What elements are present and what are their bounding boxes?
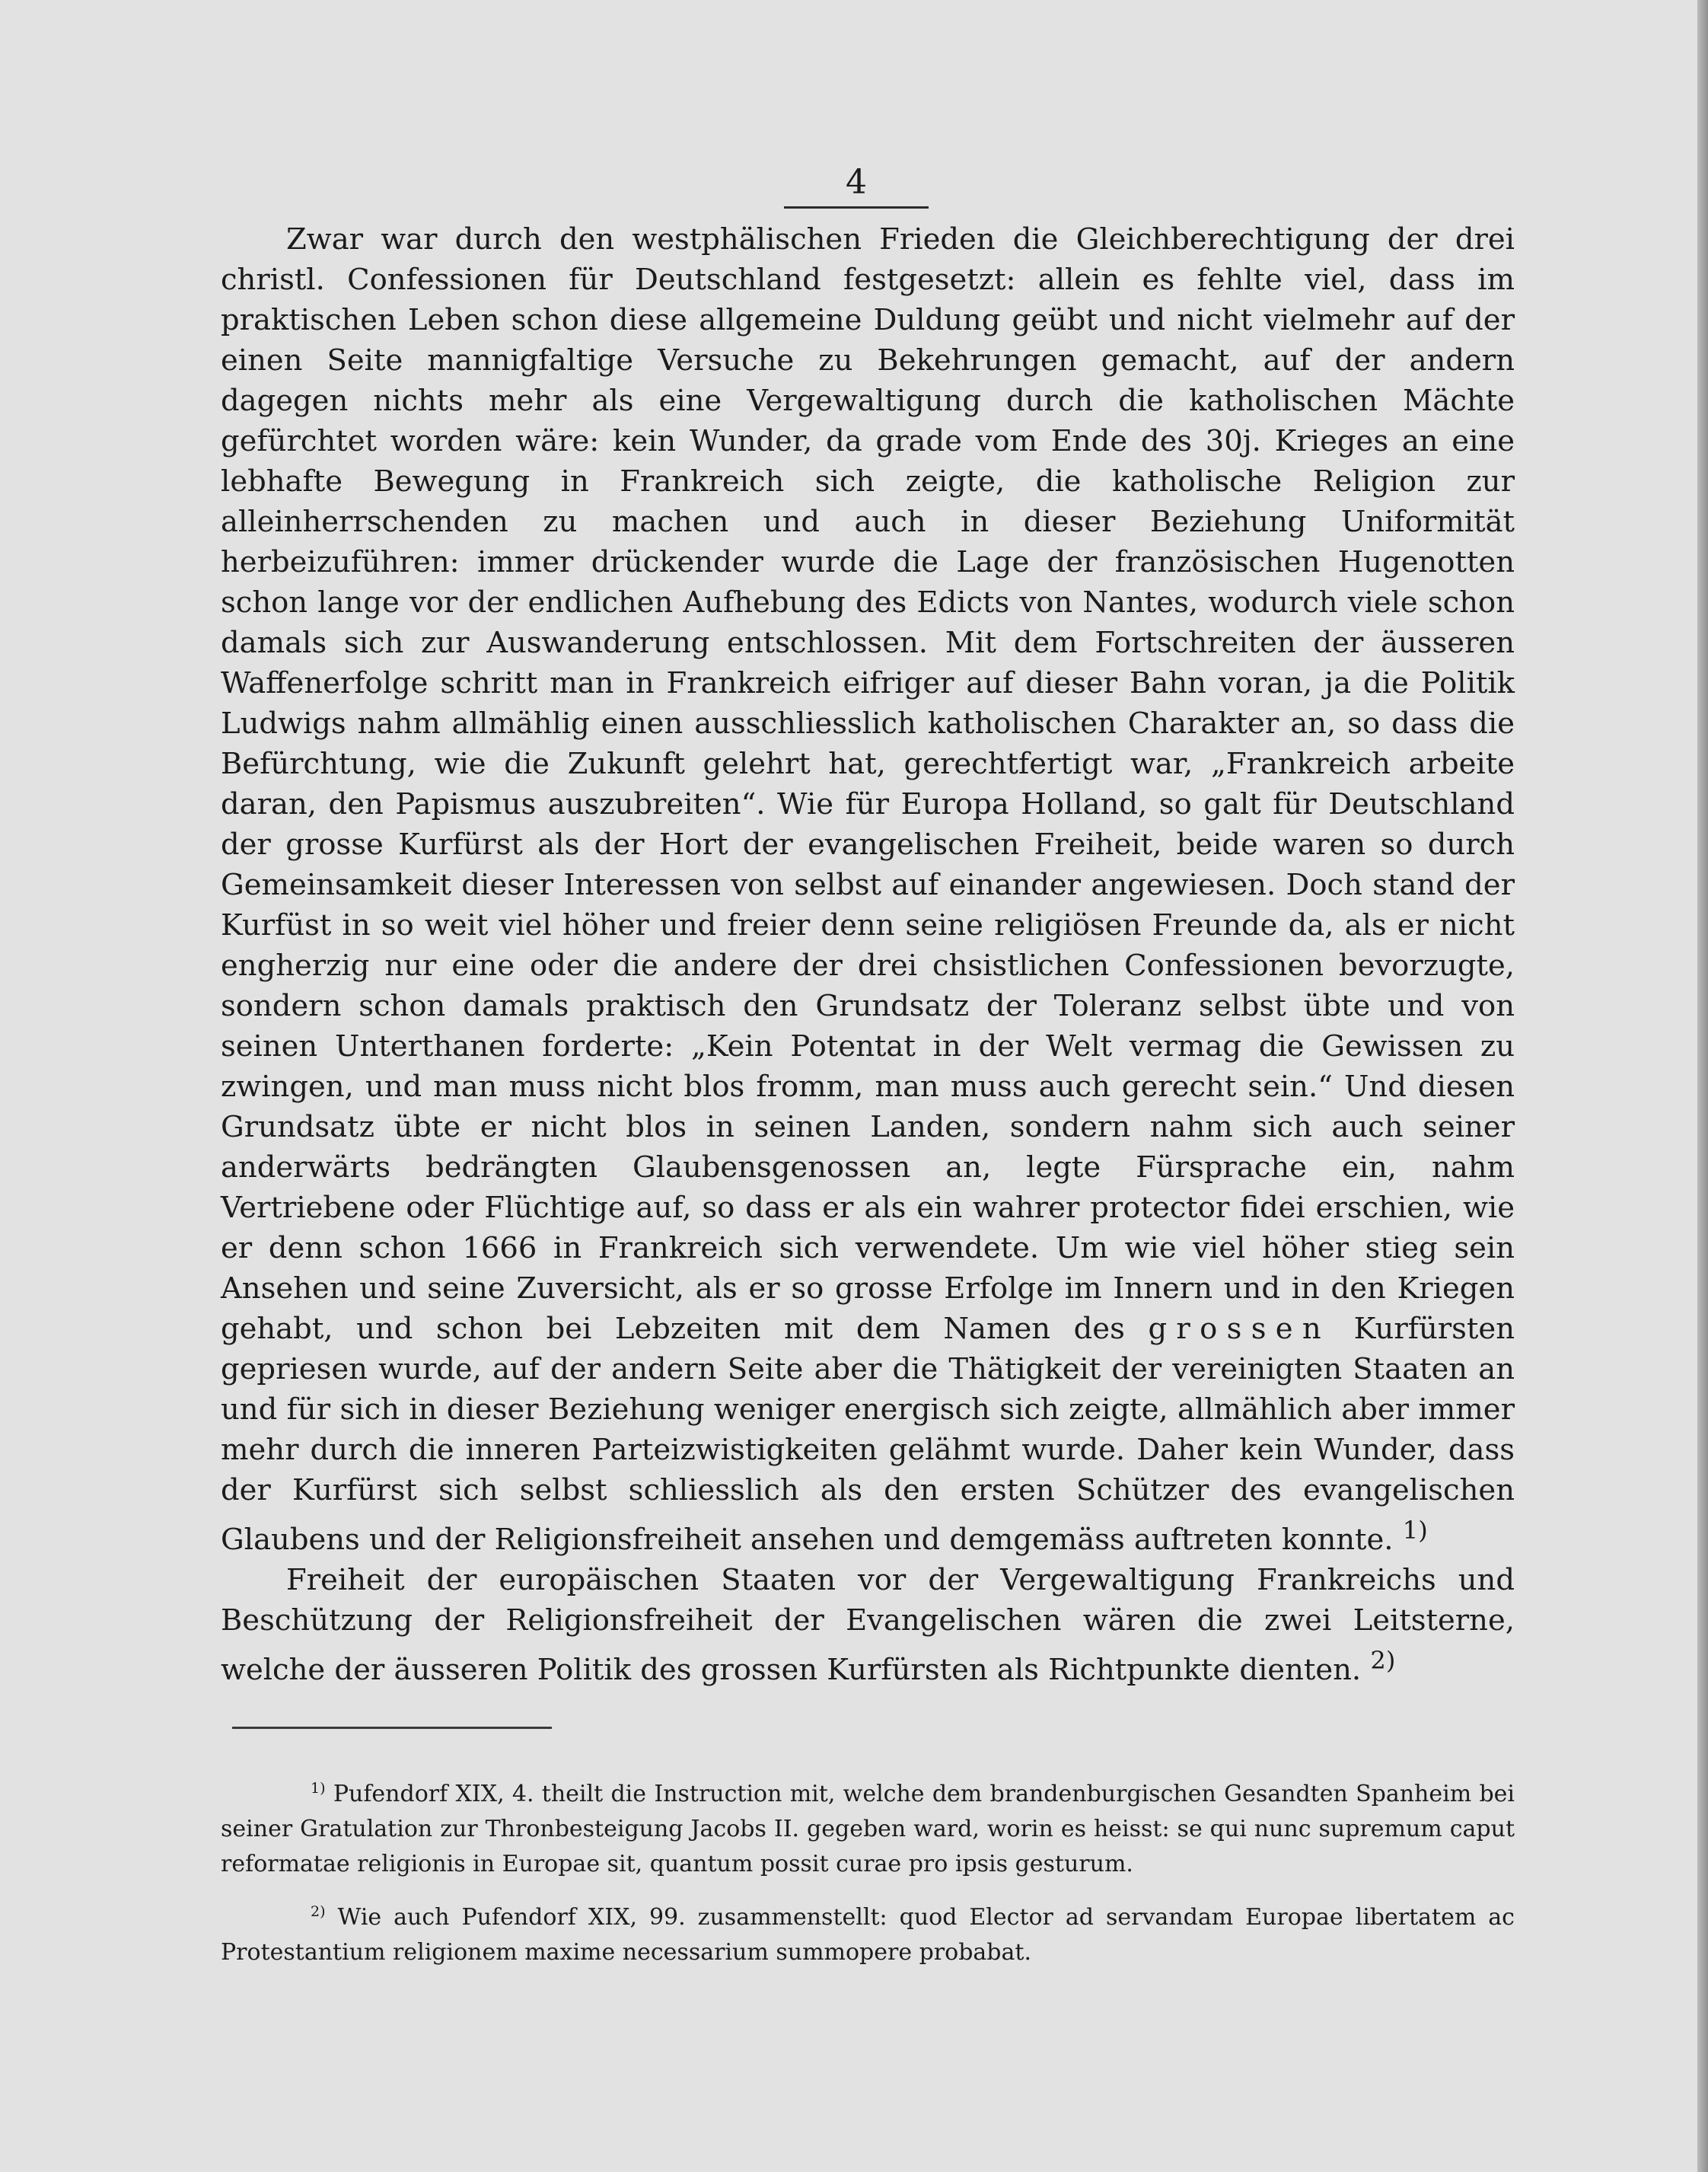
footnote-marker-2: 2) [311,1903,326,1920]
footnote-reference-2: 2) [1370,1645,1396,1675]
page-number: 4 [846,163,867,202]
footnote-2-text: Wie auch Pufendorf XIX, 99. zusammenstellt: quod Elector ad servandam Europae libertatem ac Protestantium religionem maxime necessarium summopere probabat. [221,1904,1515,1966]
footnotes [221,1771,1515,1982]
main-text [221,219,1515,1690]
footnote-1 [221,1771,1515,1882]
page-number-rule [784,206,929,209]
paragraph-2-text: Freiheit der europäischen Staaten vor der Vergewaltigung Frankreichs und Beschützung der Religionsfreiheit der Evangelischen wären die zwei Leitsterne, welche der äusseren Politik des grossen Kurfürsten als Richtpunkte dienten. [221,1562,1515,1687]
paragraph-1 [221,219,1515,1560]
emphasized-word: grossen [1148,1312,1331,1346]
paragraph-1-text: Zwar war durch den westphälischen Frieden die Gleichberechtigung der drei christl. Confessionen für Deutschland festgesetzt: allein es fehlte viel, dass im praktischen Leben schon diese allgemeine Duldung geübt und nicht vielmehr auf der einen Seite mannigfaltige Versuche zu Bekehrungen gemacht, auf der andern dagegen nichts mehr als eine Vergewaltigung durch die katholischen Mächte gefürchtet worden wäre: kein Wunder, da grade vom Ende des 30j. Krieges an eine lebhafte Bewegung in Frankreich sich zeigte, die katholische Religion zur alleinherrschenden zu machen und auch in dieser Beziehung Uniformität herbeizuführen: immer drückender wurde die Lage der französischen Hugenotten schon lange vor der endlichen Aufhebung des Edicts von Nantes, wodurch viele schon damals sich zur Auswanderung entschlossen. Mit dem Fortschreiten der äusseren Waffenerfolge schritt man in Frankreich eifriger auf dieser Bahn voran, ja die Politik Ludwigs nahm allmählig einen ausschliesslich katholischen Charakter an, so dass die Befürchtung, wie die Zukunft gelehrt hat, gerechtfertigt war, „Frankreich arbeite daran, den Papismus auszubreiten“. Wie für Europa Holland, so galt für Deutschland der grosse Kurfürst als der Hort der evangelischen Freiheit, beide waren so durch Gemeinsamkeit dieser Interessen von selbst auf einander angewiesen. Doch stand der Kurfüst in so weit viel höher und freier denn seine religiösen Freunde da, als er nicht engherzig nur eine oder die andere der drei chsistlichen Confessionen bevorzugte, sondern schon damals praktisch den Grundsatz der Toleranz selbst übte und von seinen Unterthanen forderte: „Kein Potentat in der Welt vermag die Gewissen zu zwingen, und man muss nicht blos fromm, man muss auch gerecht sein.“ Und diesen Grundsatz übte er nicht blos in seinen Landen, sondern nahm sich auch seiner anderwärts bedrängten Glaubensgenossen an, legte Fürsprache ein, nahm Vertriebene oder Flüchtige auf, so dass er als ein wahrer protector fidei erschien, wie er denn schon 1666 in Frankreich sich verwendete. Um wie viel höher stieg sein Ansehen und seine Zuversicht, als er so grosse Erfolge im Innern und in den Kriegen gehabt, und schon bei Lebzeiten mit dem Namen des [221,222,1515,1346]
footnote-marker-1: 1) [311,1780,326,1797]
footnote-2 [221,1894,1515,1970]
footnote-divider [232,1727,552,1729]
footnote-reference-1: 1) [1402,1516,1428,1545]
footnote-1-text: Pufendorf XIX, 4. theilt die Instruction mit, welche dem brandenburgischen Gesandten Spanheim bei seiner Gratulation zur Thronbesteigung Jacobs II. gegeben ward, worin es heisst: se qui nunc supremum caput reformatae religionis in Europae sit, quantum possit curae pro ipsis gesturum. [221,1781,1515,1877]
paragraph-2 [221,1560,1515,1690]
page-edge [1697,0,1708,2172]
paragraph-1-end: Kurfürsten gepriesen wurde, auf der andern Seite aber die Thätigkeit der vereinigten Staaten an und für sich in dieser Beziehung weniger energisch sich zeigte, allmählich aber immer mehr durch die inneren Parteizwistigkeiten gelähmt wurde. Daher kein Wunder, dass der Kurfürst sich selbst schliesslich als den ersten Schützer des evangelischen Glaubens und der Religionsfreiheit ansehen und demgemäss auftreten konnte. [221,1312,1515,1557]
